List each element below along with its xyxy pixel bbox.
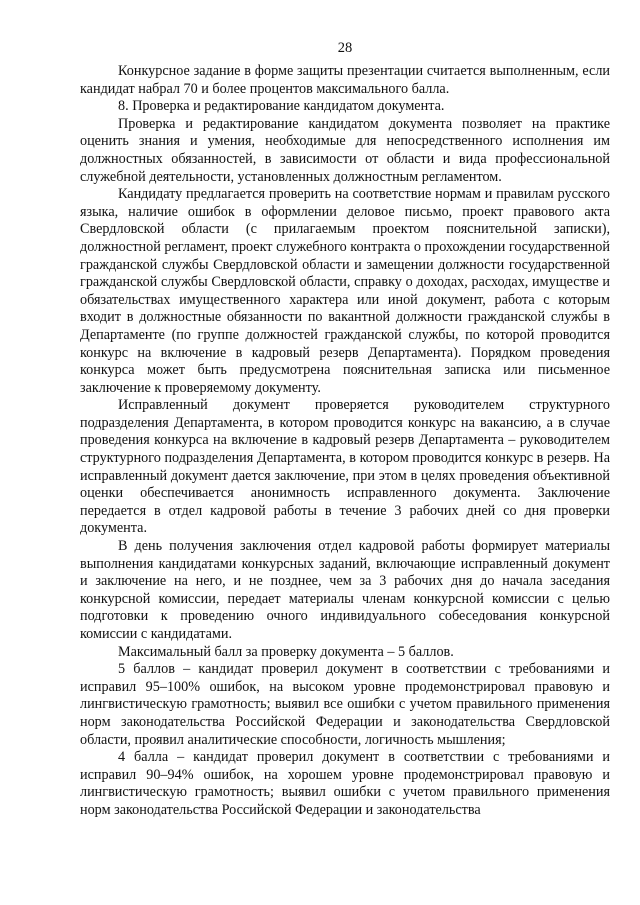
paragraph-score-4: 4 балла – кандидат проверил документ в соответствии с требованиями и исправил 90–94% ошибок, на хорошем уровне продемонстрировал правовую и лингвистическую грамотность; выявил ошибки с учетом правильного применения норм законодательства Российской Федерации и законодательства (80, 749, 610, 818)
paragraph-presentation-completion: Конкурсное задание в форме защиты презентации считается выполненным, если кандидат набрал 70 и более процентов максимального балла. (80, 63, 610, 97)
paragraph-corrected-document-review: Исправленный документ проверяется руководителем структурного подразделения Департамента, в котором проводится конкурс на вакансию, а в случае проведения конкурса на включение в кадровый резерв Департамента – руководителем структурного подразделения Департамента, в котором проводится конкурс в резерв. На исправленный документ дается заключение, при этом в целях проведения объективной оценки обеспечивается анонимность исправленного документа. Заключение передается в отдел кадровой работы в течение 3 рабочих дней со дня проверки документа. (80, 397, 610, 537)
paragraph-document-check-purpose: Проверка и редактирование кандидатом документа позволяет на практике оценить знания и умения, необходимые для непосредственного исполнения им должностных обязанностей, в зависимости от области и вида профессиональной служебной деятельности, установленных должностным регламентом. (80, 115, 610, 185)
document-page (80, 40, 610, 820)
paragraph-materials-transfer: В день получения заключения отдел кадровой работы формирует материалы выполнения кандидатами конкурсных заданий, включающие исправленный документ и заключение на него, и не позднее, чем за 3 рабочих дня до начала заседания конкурсной комиссии, передает материалы членам конкурсной комиссии с целью подготовки к проведению очного индивидуального собеседования конкурсной комиссии с кандидатами. (80, 538, 610, 642)
paragraph-candidate-task: Кандидату предлагается проверить на соответствие нормам и правилам русского языка, наличие ошибок в оформлении деловое письмо, проект правового акта Свердловской области (с прилагаемым проектом пояснительной записки), должностной регламент, проект служебного контракта о прохождении государственной гражданской службы Свердловской области и замещении должности государственной гражданской службы Свердловской области, справку о доходах, расходах, имуществе и обязательствах имущественного характера или иной документ, работа с которым входит в должностные обязанности по вакантной должности гражданской службы в Департаменте (по группе должностей гражданской службы, по которой проводится конкурс на включение в кадровый резерв Департамента). Порядком проведения конкурса может быть предусмотрена пояснительная записка или письменное заключение к проверяемому документу. (80, 186, 610, 396)
page-number: 28 (337, 40, 353, 56)
paragraph-max-score: Максимальный балл за проверку документа – 5 баллов. (118, 643, 454, 660)
section-heading-document-check: 8. Проверка и редактирование кандидатом документа. (118, 98, 445, 115)
paragraph-score-5: 5 баллов – кандидат проверил документ в соответствии с требованиями и исправил 95–100% ошибок, на высоком уровне продемонстрировал правовую и лингвистическую грамотность; выявил все ошибки с учетом правильного применения норм законодательства Российской Федерации и законодательства Свердловской области, проявил аналитические способности, логичность мышления; (80, 661, 610, 748)
